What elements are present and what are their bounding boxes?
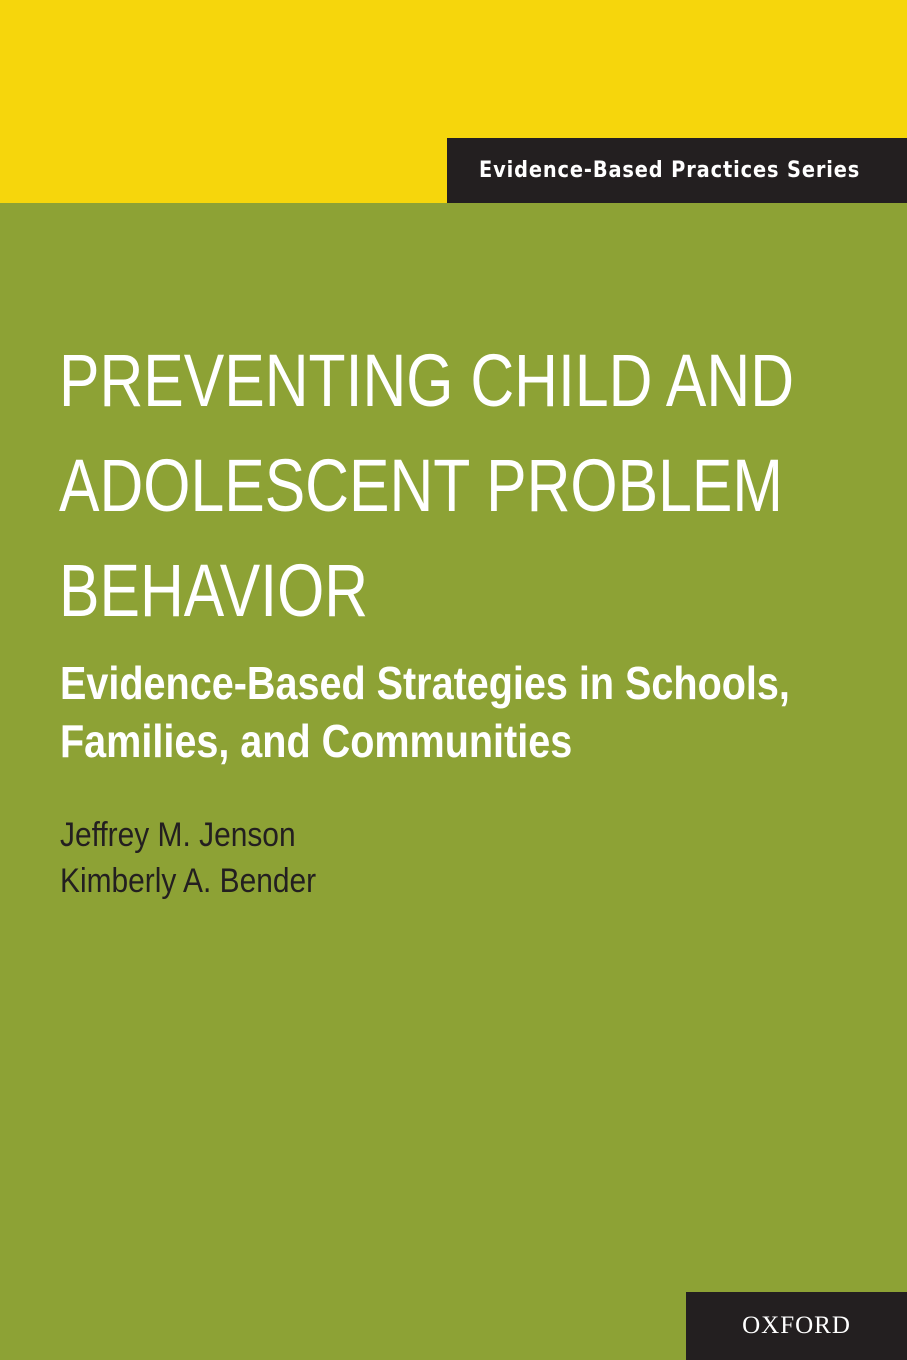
book-subtitle-line: Families, and Communities bbox=[60, 715, 573, 767]
book-subtitle-line: Evidence-Based Strategies in Schools, bbox=[60, 657, 790, 709]
series-label: Evidence-Based Practices Series bbox=[479, 158, 861, 183]
book-title-line: BEHAVIOR bbox=[59, 549, 369, 632]
book-title-line: ADOLESCENT PROBLEM bbox=[59, 444, 783, 527]
book-subtitle bbox=[60, 654, 800, 770]
publisher-name: OXFORD bbox=[742, 1312, 851, 1339]
author-name: Kimberly A. Bender bbox=[60, 862, 317, 900]
book-title bbox=[59, 328, 795, 643]
author-name: Jeffrey M. Jenson bbox=[60, 816, 296, 854]
publisher-logo bbox=[686, 1292, 907, 1360]
series-banner bbox=[447, 138, 907, 203]
book-title-line: PREVENTING CHILD AND bbox=[59, 339, 795, 422]
author-list bbox=[60, 812, 316, 904]
